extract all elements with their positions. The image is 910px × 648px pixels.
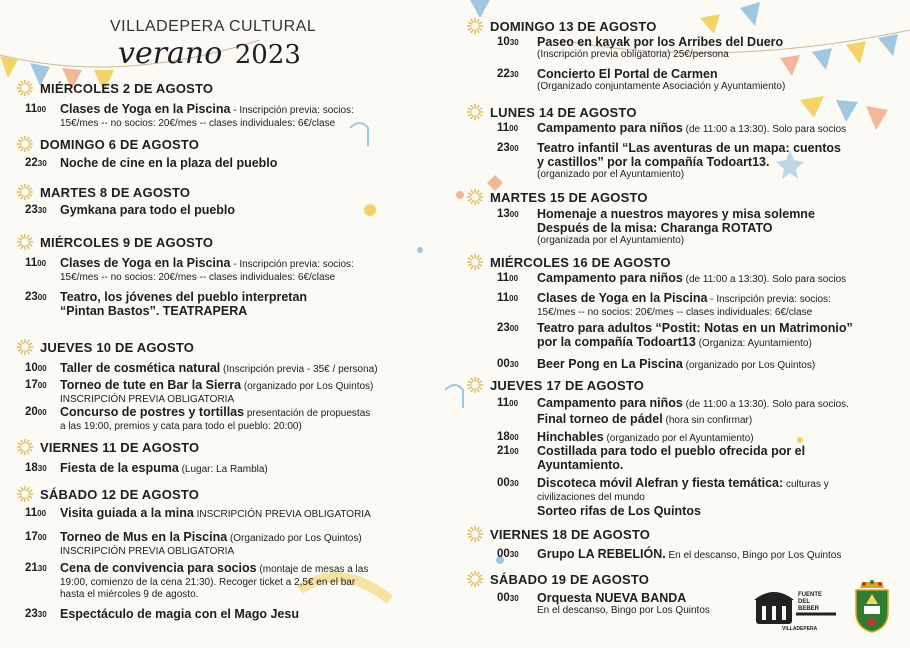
- event-body: [60, 102, 354, 130]
- event-minutes: 00: [509, 144, 519, 153]
- event-name: Clases de Yoga en la Piscina: [60, 102, 231, 116]
- event-time: [25, 378, 47, 393]
- event-hour: 11: [25, 103, 38, 115]
- event-line: [60, 461, 268, 477]
- event-time: [497, 591, 519, 606]
- event-minutes: 00: [37, 259, 47, 268]
- event-minutes: 30: [37, 610, 47, 619]
- event-hour: 21: [25, 562, 38, 574]
- event-note: (montaje de mesas a las: [256, 564, 369, 575]
- event-line: [537, 207, 815, 221]
- sun-icon: [16, 79, 34, 97]
- day-label: JUEVES 10 DE AGOSTO: [40, 339, 195, 355]
- event-time: [497, 396, 518, 411]
- event-detail: (organizada por el Ayuntamiento): [537, 235, 685, 246]
- event-name: Clases de Yoga en la Piscina: [537, 291, 708, 305]
- event-body: [60, 607, 299, 621]
- event-hour: 00: [497, 358, 510, 370]
- event-body: [537, 591, 710, 617]
- day-heading: [466, 17, 657, 35]
- event-detail: 15€/mes -- no socios: 20€/mes -- clases individuales: 6€/clase: [60, 272, 336, 283]
- event-hour: 23: [497, 322, 510, 334]
- event-name: Discoteca móvil Alefran y fiesta temática:: [537, 476, 784, 490]
- event-minutes: 00: [509, 399, 519, 408]
- event-time: [25, 461, 47, 476]
- event-minutes: 00: [509, 274, 519, 283]
- event-minutes: 00: [509, 447, 519, 456]
- event-body: [537, 476, 829, 518]
- event-body: [60, 203, 235, 217]
- event-hour: 11: [25, 507, 38, 519]
- event-name: Campamento para niños: [537, 396, 683, 410]
- fountain-icon: [752, 584, 842, 632]
- sun-icon: [466, 570, 484, 588]
- sun-icon: [466, 188, 484, 206]
- event-minutes: 00: [37, 509, 47, 518]
- event-note: presentación de propuestas: [244, 408, 371, 419]
- event-time: [25, 530, 47, 545]
- logo-text-3: BEBER: [798, 606, 820, 612]
- logo-place: VILLADEPERA: [782, 626, 818, 632]
- event-name: Teatro, los jóvenes del pueblo interpretan: [60, 290, 308, 304]
- event-hour: 10: [497, 36, 510, 48]
- event-time: [497, 476, 519, 491]
- event-body: [60, 256, 354, 284]
- event-name: Homenaje a nuestros mayores y misa solemne: [537, 207, 815, 221]
- event-detail: INSCRIPCIÓN PREVIA OBLIGATORIA: [60, 546, 235, 557]
- day-heading: [16, 438, 199, 456]
- event-minutes: 30: [509, 594, 519, 603]
- day-heading: [16, 338, 194, 356]
- event-name: Visita guiada a la mina: [60, 506, 194, 520]
- event-name: Concierto El Portal de Carmen: [537, 67, 718, 81]
- event-body: [60, 378, 373, 406]
- event-detail: 15€/mes -- no socios: 20€/mes -- clases individuales: 6€/clase: [537, 307, 813, 318]
- event-hour: 13: [497, 208, 510, 220]
- event-time: [25, 203, 47, 218]
- event-line-2: [537, 458, 805, 472]
- event-time: [497, 547, 519, 562]
- event-line: [537, 357, 815, 373]
- event-time: [497, 444, 519, 459]
- event-note: - Inscripción previa: socios:: [230, 259, 354, 270]
- event-name: Fiesta de la espuma: [60, 461, 179, 475]
- event-minutes: 30: [509, 550, 519, 559]
- event-minutes: 30: [37, 464, 47, 473]
- day-heading: [466, 253, 671, 271]
- event-name-3: Sorteo rifas de Los Quintos: [537, 504, 701, 518]
- fuente-del-beber-logo: [752, 584, 842, 637]
- event-note: (Inscripción previa - 35€ / persona): [220, 364, 378, 375]
- event-time: [25, 102, 46, 117]
- event-line: [60, 378, 373, 394]
- event-hour: 22: [25, 157, 38, 169]
- event-name: Gymkana para todo el pueblo: [60, 203, 236, 217]
- year: 2023: [234, 40, 301, 70]
- brand-title: VILLADEPERA CULTURAL: [110, 18, 317, 35]
- event-hour: 11: [497, 397, 510, 409]
- day-label: MARTES 15 DE AGOSTO: [490, 189, 648, 205]
- event-hour: 00: [497, 477, 510, 489]
- event-line: [60, 102, 354, 118]
- day-label: MARTES 8 DE AGOSTO: [40, 184, 191, 200]
- day-label: DOMINGO 13 DE AGOSTO: [490, 18, 657, 34]
- day-heading: [466, 103, 637, 121]
- event-line: [537, 444, 805, 458]
- event-line-2: [537, 155, 841, 169]
- event-minutes: 00: [509, 210, 519, 219]
- event-name: Grupo LA REBELIÓN.: [537, 547, 666, 561]
- event-name: Campamento para niños: [537, 271, 683, 285]
- event-detail: civilizaciones del mundo: [537, 492, 645, 503]
- day-label: SÁBADO 19 DE AGOSTO: [490, 571, 650, 587]
- sun-icon: [466, 525, 484, 543]
- event-line: [537, 321, 853, 335]
- event-body: [537, 396, 849, 428]
- day-label: JUEVES 17 DE AGOSTO: [490, 377, 645, 393]
- event-hour: 18: [497, 431, 510, 443]
- event-note-2: (Organiza: Ayuntamiento): [695, 338, 812, 349]
- season-title: verano: [118, 36, 223, 71]
- event-detail: (Inscripción previa obligatoria) 25€/persona: [537, 49, 729, 60]
- event-line: [60, 530, 362, 546]
- day-heading: [466, 525, 650, 543]
- event-minutes: 00: [509, 124, 519, 133]
- event-time: [497, 430, 519, 445]
- event-body: [60, 405, 370, 433]
- event-time: [497, 141, 519, 156]
- event-name: Espectáculo de magia con el Mago Jesu: [60, 607, 299, 621]
- logo-text-2: DEL: [798, 599, 810, 605]
- event-body: [537, 67, 785, 93]
- event-minutes: 00: [37, 105, 47, 114]
- event-name: Beer Pong en La Piscina: [537, 357, 683, 371]
- event-hour: 11: [497, 292, 510, 304]
- event-time: [25, 506, 46, 521]
- event-body: [537, 141, 841, 181]
- event-time: [25, 405, 47, 420]
- event-line: [537, 35, 783, 49]
- event-note: (organizado por el Ayuntamiento): [603, 433, 754, 444]
- event-name: Torneo de Mus en la Piscina: [60, 530, 228, 544]
- event-name: Cena de convivencia para socios: [60, 561, 257, 575]
- event-line: [537, 121, 846, 137]
- event-hour: 11: [25, 257, 38, 269]
- event-note: INSCRIPCIÓN PREVIA OBLIGATORIA: [193, 509, 371, 520]
- event-line: [537, 141, 841, 155]
- event-note: (de 11:00 a 13:30). Solo para socios.: [682, 399, 849, 410]
- event-note: En el descanso, Bingo por Los Quintos: [665, 550, 842, 561]
- event-body: [537, 207, 815, 247]
- sun-icon: [16, 183, 34, 201]
- event-time: [25, 290, 47, 305]
- event-hour: 21: [497, 445, 510, 457]
- event-line: [537, 67, 785, 81]
- event-note: (organizado por Los Quintos): [241, 381, 374, 392]
- event-name: Teatro infantil “Las aventuras de un mapa: cuentos: [537, 141, 841, 155]
- event-detail: a las 19:00, premios y cata para todo el pueblo: 20:00): [60, 421, 302, 432]
- event-line: [537, 271, 846, 287]
- event-name-2: “Pintan Bastos”. TEATRAPERA: [60, 304, 248, 318]
- day-heading: [466, 376, 644, 394]
- event-note: - Inscripción previa: socios:: [707, 294, 831, 305]
- day-heading: [16, 183, 190, 201]
- event-time: [497, 357, 519, 372]
- sun-icon: [466, 103, 484, 121]
- event-body: [60, 361, 378, 377]
- event-minutes: 00: [37, 293, 47, 302]
- event-hour: 17: [25, 531, 38, 543]
- event-line-2: [537, 335, 853, 351]
- event-detail: 15€/mes -- no socios: 20€/mes -- clases individuales: 6€/clase: [60, 118, 336, 129]
- day-label: VIERNES 11 DE AGOSTO: [40, 439, 200, 455]
- event-minutes: 30: [37, 564, 47, 573]
- event-note: (organizado por Los Quintos): [682, 360, 816, 371]
- event-minutes: 30: [37, 159, 47, 168]
- event-line: [60, 361, 378, 377]
- header: [110, 18, 316, 71]
- sun-icon: [466, 376, 484, 394]
- event-line-2: [60, 304, 307, 318]
- event-hour: 18: [25, 462, 38, 474]
- event-name-2: Final torneo de pádel: [537, 412, 663, 426]
- event-time: [25, 361, 47, 376]
- event-detail: En el descanso, Bingo por Los Quintos: [537, 605, 710, 616]
- event-name: Orquesta NUEVA BANDA: [537, 591, 687, 605]
- event-line: [537, 476, 829, 492]
- event-minutes: 00: [37, 364, 47, 373]
- event-minutes: 00: [509, 324, 519, 333]
- event-hour: 17: [25, 379, 38, 391]
- event-time: [25, 156, 47, 171]
- event-minutes: 30: [37, 206, 47, 215]
- event-name: Clases de Yoga en la Piscina: [60, 256, 231, 270]
- event-note-2: (hora sin confirmar): [662, 415, 753, 426]
- event-time: [497, 291, 518, 306]
- event-line: [60, 203, 235, 217]
- logo-text-1: FUENTE: [798, 592, 822, 598]
- event-time: [25, 256, 46, 271]
- event-minutes: 00: [509, 433, 519, 442]
- event-body: [537, 121, 846, 137]
- event-body: [537, 547, 841, 563]
- day-heading: [466, 570, 649, 588]
- event-line: [537, 396, 849, 412]
- event-line-2: [537, 412, 849, 428]
- day-heading: [16, 79, 213, 97]
- sun-icon: [466, 17, 484, 35]
- event-hour: 00: [497, 592, 510, 604]
- event-minutes: 30: [509, 70, 519, 79]
- event-body: [60, 461, 268, 477]
- event-name: Torneo de tute en Bar la Sierra: [60, 378, 242, 392]
- event-note: - Inscripción previa: socios:: [230, 105, 354, 116]
- event-detail: 19:00, comienzo de la cena 21:30). Recoger ticket a 2,5€ en el bar: [60, 577, 356, 588]
- day-label: LUNES 14 DE AGOSTO: [490, 104, 637, 120]
- sun-icon: [16, 233, 34, 251]
- event-name: Concurso de postres y tortillas: [60, 405, 245, 419]
- event-body: [60, 156, 277, 170]
- day-label: MIÉRCOLES 2 DE AGOSTO: [40, 80, 214, 96]
- event-minutes: 00: [509, 294, 519, 303]
- event-time: [497, 271, 518, 286]
- event-minutes: 00: [37, 533, 47, 542]
- day-heading: [466, 188, 648, 206]
- event-hour: 23: [497, 142, 510, 154]
- event-detail: (organizado por el Ayuntamiento): [537, 169, 685, 180]
- event-body: [537, 271, 846, 287]
- event-minutes: 00: [37, 408, 47, 417]
- day-label: MIÉRCOLES 9 DE AGOSTO: [40, 234, 214, 250]
- event-detail: (Organizado conjuntamente Asociación y Ayuntamiento): [537, 81, 786, 92]
- event-line: [60, 290, 307, 304]
- event-body: [60, 530, 362, 558]
- event-minutes: 30: [509, 38, 519, 47]
- day-heading: [16, 485, 199, 503]
- event-line: [60, 405, 370, 421]
- event-line: [537, 547, 841, 563]
- event-detail: INSCRIPCIÓN PREVIA OBLIGATORIA: [60, 394, 235, 405]
- event-note: (de 11:00 a 13:30). Solo para socios: [682, 124, 847, 135]
- event-body: [537, 321, 853, 351]
- event-time: [497, 67, 519, 82]
- event-time: [25, 561, 47, 576]
- event-line: [60, 506, 371, 522]
- event-hour: 22: [497, 68, 510, 80]
- coat-of-arms-icon: [852, 578, 892, 639]
- event-time: [497, 35, 519, 50]
- sun-icon: [16, 338, 34, 356]
- event-name: Hinchables: [537, 430, 604, 444]
- event-note: (Lugar: La Rambla): [178, 464, 268, 475]
- event-detail: hasta el miércoles 9 de agosto.: [60, 589, 199, 600]
- sun-icon: [16, 438, 34, 456]
- event-body: [537, 35, 783, 61]
- event-name: Noche de cine en la plaza del pueblo: [60, 156, 278, 170]
- event-body: [60, 506, 371, 522]
- event-name-2: Ayuntamiento.: [537, 458, 624, 472]
- sun-icon: [466, 253, 484, 271]
- event-note: (Organizado por Los Quintos): [227, 533, 362, 544]
- day-heading: [16, 135, 199, 153]
- event-line: [60, 156, 277, 170]
- event-body: [60, 290, 307, 318]
- event-hour: 11: [497, 122, 510, 134]
- event-name-2: Después de la misa: Charanga ROTATO: [537, 221, 773, 235]
- event-time: [497, 321, 519, 336]
- event-minutes: 30: [509, 360, 519, 369]
- event-name: Taller de cosmética natural: [60, 361, 221, 375]
- event-line: [537, 291, 831, 307]
- sun-icon: [16, 135, 34, 153]
- event-body: [537, 357, 815, 373]
- event-hour: 23: [25, 204, 38, 216]
- event-hour: 23: [25, 291, 38, 303]
- event-body: [537, 444, 805, 472]
- event-hour: 20: [25, 406, 38, 418]
- event-name: Teatro para adultos “Postit: Notas en un Matrimonio”: [537, 321, 853, 335]
- event-hour: 10: [25, 362, 38, 374]
- event-name: Campamento para niños: [537, 121, 683, 135]
- event-time: [497, 121, 518, 136]
- event-minutes: 30: [509, 479, 519, 488]
- event-note: culturas y: [783, 479, 829, 490]
- day-label: VIERNES 18 DE AGOSTO: [490, 526, 651, 542]
- day-label: DOMINGO 6 DE AGOSTO: [40, 136, 200, 152]
- day-label: MIÉRCOLES 16 DE AGOSTO: [490, 254, 671, 270]
- event-time: [497, 207, 519, 222]
- event-line: [60, 256, 354, 272]
- event-name: Paseo en kayak por los Arribes del Duero: [537, 35, 784, 49]
- event-name-2: y castillos” por la compañía Todoart13.: [537, 155, 770, 169]
- event-hour: 11: [497, 272, 510, 284]
- event-minutes: 00: [37, 381, 47, 390]
- event-hour: 00: [497, 548, 510, 560]
- day-heading: [16, 233, 213, 251]
- event-time: [25, 607, 47, 622]
- event-line: [537, 591, 710, 605]
- event-name: Costillada para todo el pueblo ofrecida por el: [537, 444, 806, 458]
- sun-icon: [16, 485, 34, 503]
- event-name-2: por la compañía Todoart13: [537, 335, 696, 349]
- event-hour: 23: [25, 608, 38, 620]
- event-body: [537, 291, 831, 319]
- event-note: (de 11:00 a 13:30). Solo para socios: [682, 274, 847, 285]
- event-body: [60, 561, 368, 601]
- day-label: SÁBADO 12 DE AGOSTO: [40, 486, 200, 502]
- event-line: [60, 561, 368, 577]
- event-line: [60, 607, 299, 621]
- event-line-2: [537, 221, 815, 235]
